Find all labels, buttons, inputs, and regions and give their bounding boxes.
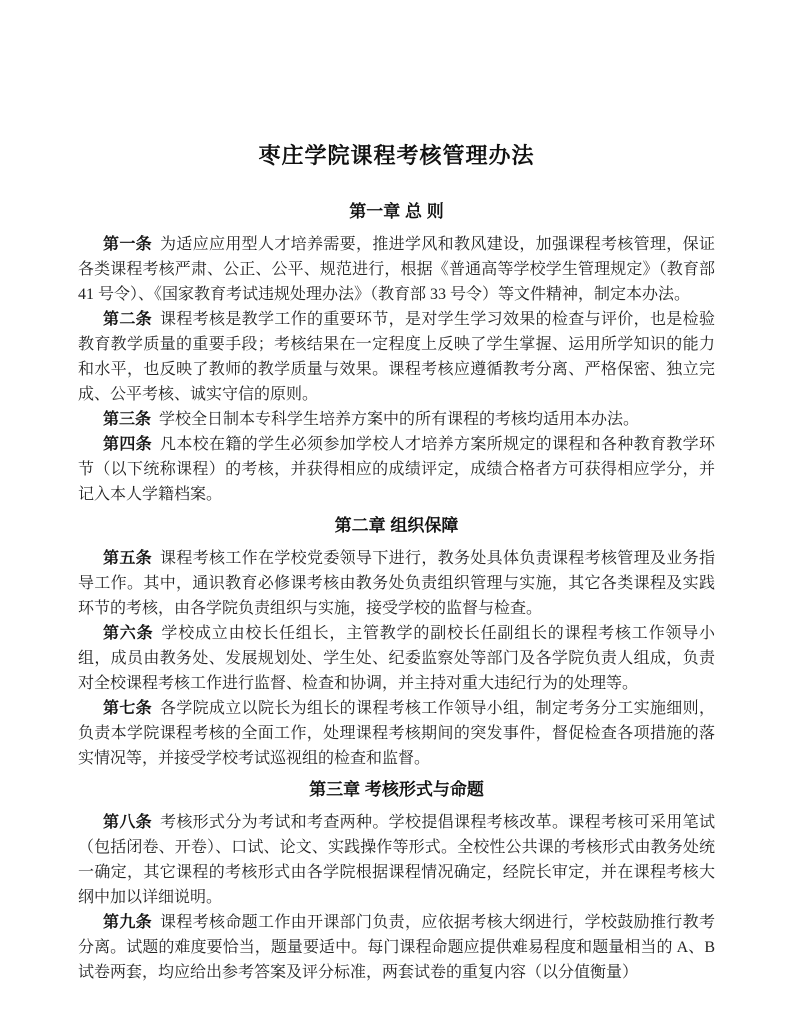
article-4-label: 第四条 [103, 436, 152, 453]
chapter-2-heading: 第二章 组织保障 [334, 516, 459, 535]
article-3-text: 学校全日制本专科学生培养方案中的所有课程的考核均适用本办法。 [159, 411, 640, 428]
article-7 [78, 696, 715, 771]
article-2 [78, 307, 715, 407]
article-4 [78, 432, 715, 507]
article-1-label: 第一条 [103, 236, 152, 253]
article-2-label: 第二条 [103, 311, 152, 328]
article-7-label: 第七条 [103, 700, 152, 717]
article-1-text: 为适应应用型人才培养需要，推进学风和教风建设，加强课程考核管理，保证各类课程考核严肃、公正、公平、规范进行，根据《普通高等学校学生管理规定》（教育部 41 号令）、《国家教育考试违规处理办法》（教育部 33 号令）等文件精神，制定本办法。 [78, 236, 715, 303]
chapter-3-heading: 第三章 考核形式与命题 [309, 780, 484, 799]
article-9 [78, 910, 715, 985]
article-5-text: 课程考核工作在学校党委领导下进行，教务处具体负责课程考核管理及业务指导工作。其中，通识教育必修课考核由教务处负责组织管理与实施，其它各类课程及实践环节的考核，由各学院负责组织与实施，接受学校的监督与检查。 [78, 550, 715, 617]
article-4-text: 凡本校在籍的学生必须参加学校人才培养方案所规定的课程和各种教育教学环节（以下统称课程）的考核，并获得相应的成绩评定，成绩合格者方可获得相应学分，并记入本人学籍档案。 [78, 436, 715, 503]
article-3 [78, 407, 715, 432]
article-6-text: 学校成立由校长任组长，主管教学的副校长任副组长的课程考核工作领导小组，成员由教务处、发展规划处、学生处、纪委监察处等部门及各学院负责人组成，负责对全校课程考核工作进行监督、检查和协调，并主持对重大违纪行为的处理等。 [78, 625, 715, 692]
article-5-label: 第五条 [103, 550, 152, 567]
article-8-text: 考核形式分为考试和考查两种。学校提倡课程考核改革。课程考核可采用笔试（包括闭卷、开卷）、口试、论文、实践操作等形式。全校性公共课的考核形式由教务处统一确定，其它课程的考核形式由各学院根据课程情况确定，经院长审定，并在课程考核大纲中加以详细说明。 [78, 814, 715, 906]
chapter-1-heading: 第一章 总 则 [349, 202, 444, 221]
article-6 [78, 621, 715, 696]
article-1 [78, 232, 715, 307]
article-9-text: 课程考核命题工作由开课部门负责，应依据考核大纲进行，学校鼓励推行教考分离。试题的难度要恰当，题量要适中。每门课程命题应提供难易程度和题量相当的 A、B 试卷两套，均应给出参考答案及评分标准，两套试卷的重复内容（以分值衡量） [78, 914, 715, 981]
article-6-label: 第六条 [103, 625, 154, 642]
chapter-2 [78, 513, 715, 771]
article-2-text: 课程考核是教学工作的重要环节，是对学生学习效果的检查与评价，也是检验教育教学质量的重要手段；考核结果在一定程度上反映了学生掌握、运用所学知识的能力和水平，也反映了教师的教学质量与效果。课程考核应遵循教考分离、严格保密、独立完成、公平考核、诚实守信的原则。 [78, 311, 715, 403]
chapter-1 [78, 199, 715, 507]
chapter-3 [78, 777, 715, 985]
article-5 [78, 546, 715, 621]
article-9-label: 第九条 [103, 914, 152, 931]
article-8 [78, 810, 715, 910]
article-3-label: 第三条 [103, 411, 152, 428]
document-title: 枣庄学院课程考核管理办法 [258, 143, 535, 168]
article-7-text: 各学院成立以院长为组长的课程考核工作领导小组，制定考务分工实施细则，负责本学院课程考核的全面工作，处理课程考核期间的突发事件，督促检查各项措施的落实情况等，并接受学校考试巡视组的检查和监督。 [78, 700, 715, 767]
article-8-label: 第八条 [103, 814, 152, 831]
